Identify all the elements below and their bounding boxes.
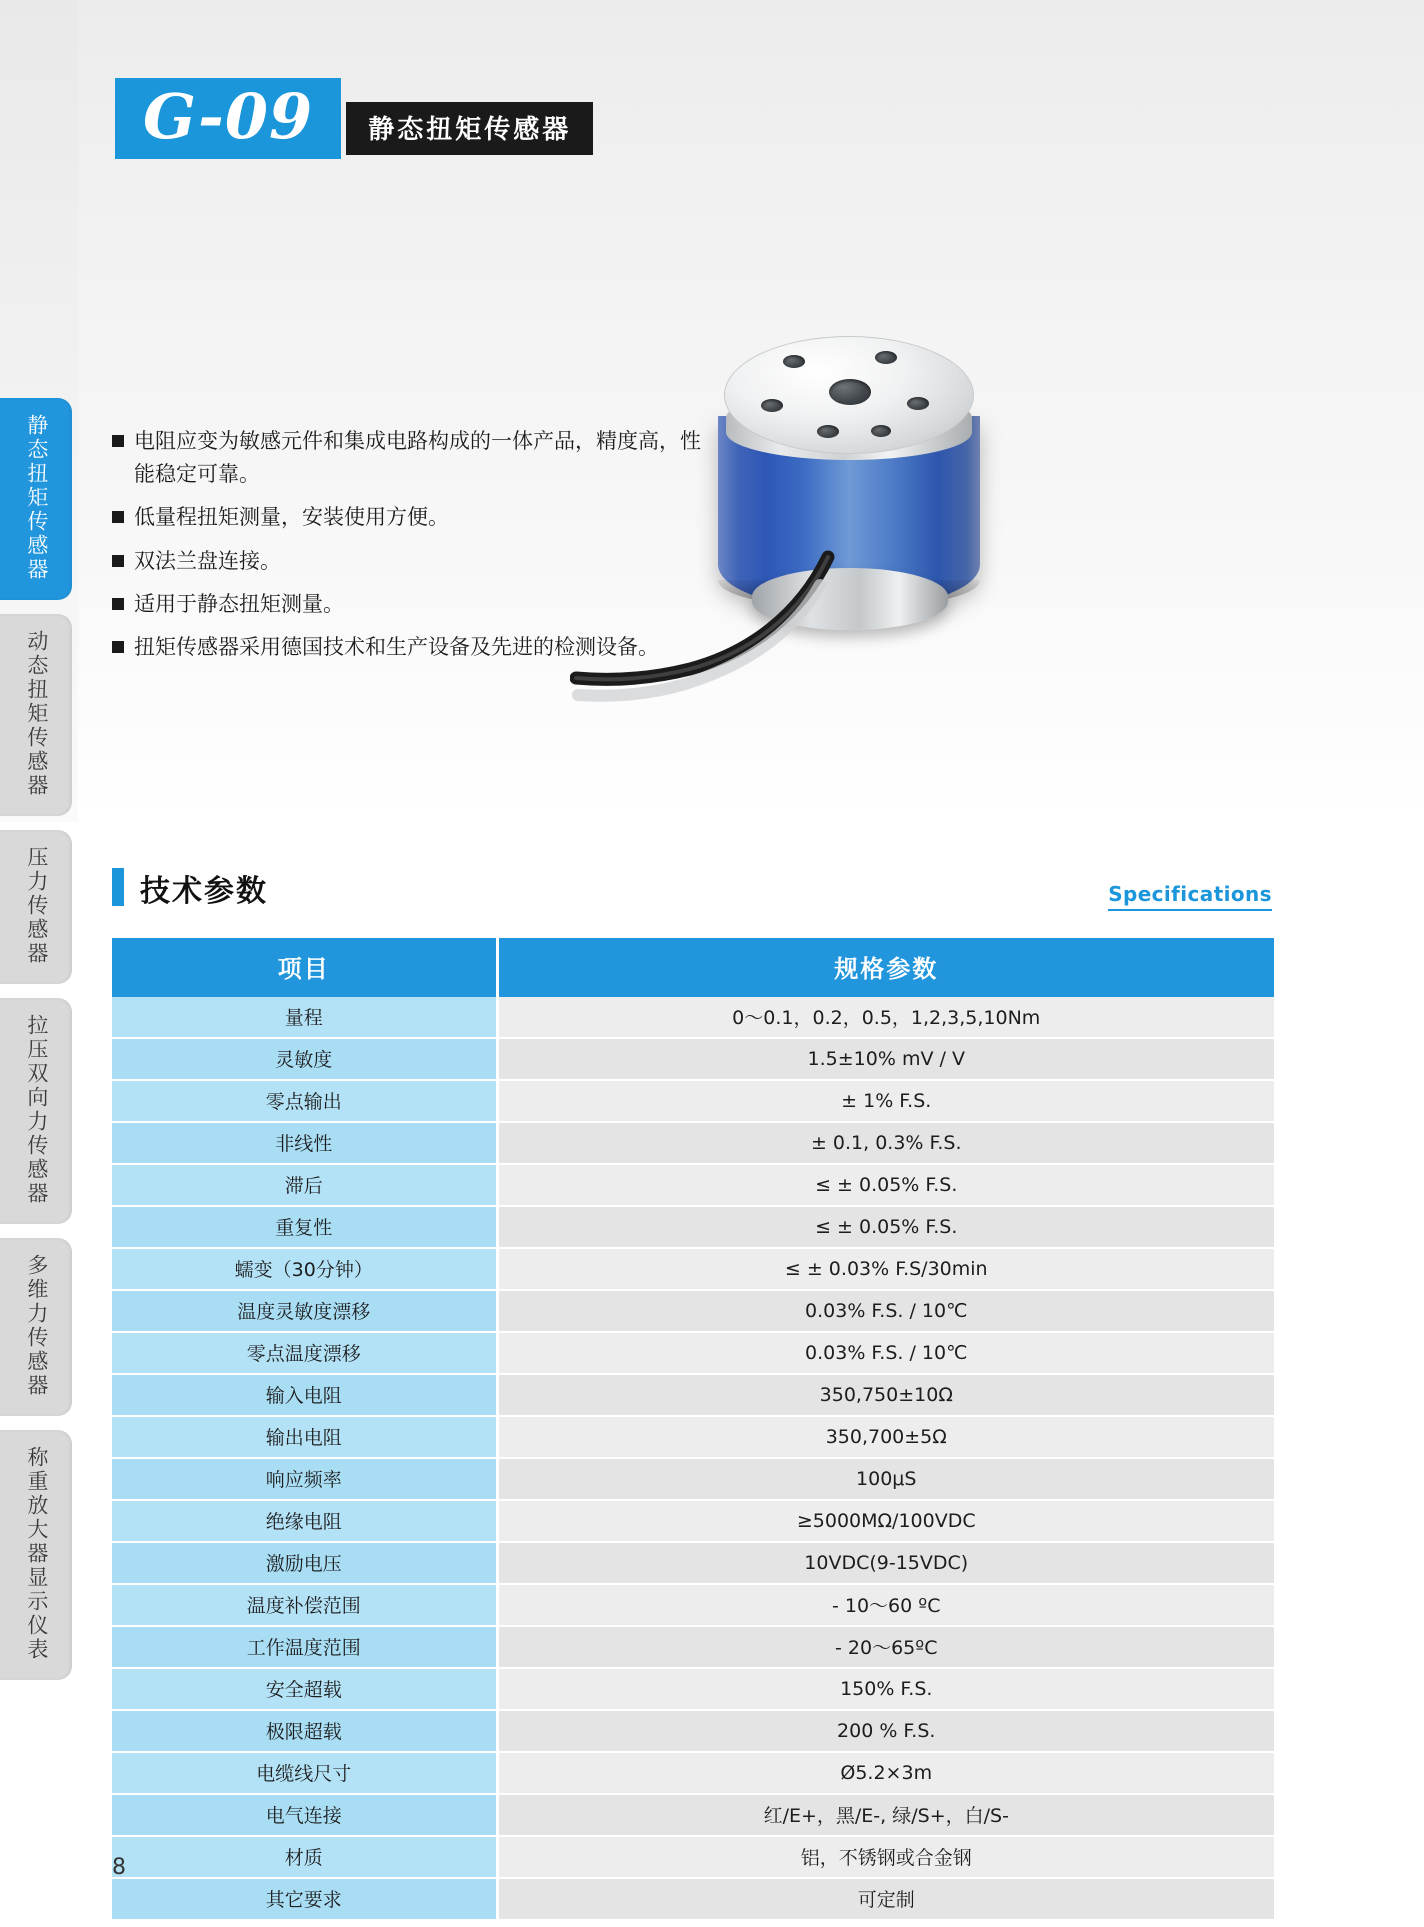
feature-text: 双法兰盘连接。 <box>134 548 281 573</box>
spec-value: 100μS <box>497 1458 1274 1500</box>
table-row <box>112 1416 1274 1458</box>
mount-hole <box>761 399 783 412</box>
specifications-header <box>112 866 1272 914</box>
sidebar-item-label: 称重放大器显示仪表 <box>24 1446 49 1662</box>
spec-key: 非线性 <box>112 1122 497 1164</box>
spec-value: 红/E+，黑/E-, 绿/S+，白/S- <box>497 1794 1274 1836</box>
spec-key: 电气连接 <box>112 1794 497 1836</box>
mount-hole <box>871 425 891 437</box>
spec-key: 电缆线尺寸 <box>112 1752 497 1794</box>
square-bullet-icon <box>112 511 124 523</box>
spec-value: - 10～60 ºC <box>497 1584 1274 1626</box>
table-row <box>112 1290 1274 1332</box>
spec-key: 量程 <box>112 997 497 1038</box>
sensor-top-flange <box>724 336 974 454</box>
spec-value: 可定制 <box>497 1878 1274 1920</box>
table-row <box>112 1206 1274 1248</box>
spec-value: 1.5±10% mV / V <box>497 1038 1274 1080</box>
table-header-row <box>112 938 1274 997</box>
spec-value: ≥5000MΩ/100VDC <box>497 1500 1274 1542</box>
section-accent-bar <box>112 868 124 906</box>
spec-value: 0～0.1，0.2，0.5，1,2,3,5,10Nm <box>497 997 1274 1038</box>
spec-value: 10VDC(9-15VDC) <box>497 1542 1274 1584</box>
table-row <box>112 1752 1274 1794</box>
spec-key: 温度灵敏度漂移 <box>112 1290 497 1332</box>
square-bullet-icon <box>112 555 124 567</box>
table-row <box>112 1122 1274 1164</box>
table-row <box>112 1584 1274 1626</box>
table-row <box>112 1374 1274 1416</box>
spec-key: 响应频率 <box>112 1458 497 1500</box>
mount-hole <box>907 397 929 410</box>
product-photo <box>540 330 1220 760</box>
table-row <box>112 1710 1274 1752</box>
spec-value: ≤ ± 0.05% F.S. <box>497 1206 1274 1248</box>
section-title-en: Specifications <box>1108 882 1272 911</box>
spec-value: 200 % F.S. <box>497 1710 1274 1752</box>
table-row <box>112 1836 1274 1878</box>
spec-value: 0.03% F.S. / 10℃ <box>497 1332 1274 1374</box>
spec-key: 激励电压 <box>112 1542 497 1584</box>
table-row <box>112 1080 1274 1122</box>
spec-key: 重复性 <box>112 1206 497 1248</box>
spec-value: ≤ ± 0.03% F.S/30min <box>497 1248 1274 1290</box>
sensor-cable <box>570 545 860 695</box>
mount-hole <box>817 425 839 438</box>
spec-value: ± 0.1, 0.3% F.S. <box>497 1122 1274 1164</box>
spec-key: 其它要求 <box>112 1878 497 1920</box>
sidebar-item-multi-axis-force[interactable] <box>0 1238 72 1416</box>
mount-hole <box>783 355 805 368</box>
spec-key: 蠕变（30分钟） <box>112 1248 497 1290</box>
spec-key: 输出电阻 <box>112 1416 497 1458</box>
spec-value: 150% F.S. <box>497 1668 1274 1710</box>
spec-key: 输入电阻 <box>112 1374 497 1416</box>
sidebar-item-label: 多维力传感器 <box>24 1254 49 1398</box>
spec-key: 安全超载 <box>112 1668 497 1710</box>
product-title-block <box>115 78 593 159</box>
spec-key: 灵敏度 <box>112 1038 497 1080</box>
table-row <box>112 1248 1274 1290</box>
sidebar-item-tension-compression[interactable] <box>0 998 72 1224</box>
feature-text: 低量程扭矩测量，安装使用方便。 <box>134 505 449 530</box>
spec-value: ≤ ± 0.05% F.S. <box>497 1164 1274 1206</box>
sidebar-item-amplifier-display[interactable] <box>0 1430 72 1680</box>
mount-hole <box>875 351 897 364</box>
center-bore-hole <box>829 379 871 405</box>
spec-key: 滞后 <box>112 1164 497 1206</box>
square-bullet-icon <box>112 598 124 610</box>
table-row <box>112 1878 1274 1920</box>
table-row <box>112 1458 1274 1500</box>
specifications-table <box>112 938 1274 1921</box>
spec-key: 工作温度范围 <box>112 1626 497 1668</box>
table-row <box>112 1542 1274 1584</box>
spec-key: 极限超载 <box>112 1710 497 1752</box>
column-header-item: 项目 <box>112 938 497 997</box>
spec-key: 零点温度漂移 <box>112 1332 497 1374</box>
product-model-badge: G-09 <box>115 78 341 159</box>
category-sidebar <box>0 398 80 1694</box>
table-row <box>112 997 1274 1038</box>
section-title: 技术参数 <box>140 874 268 909</box>
spec-key: 材质 <box>112 1836 497 1878</box>
table-row <box>112 1164 1274 1206</box>
product-name-badge: 静态扭矩传感器 <box>346 102 593 155</box>
square-bullet-icon <box>112 435 124 447</box>
spec-key: 零点输出 <box>112 1080 497 1122</box>
spec-key: 绝缘电阻 <box>112 1500 497 1542</box>
table-row <box>112 1626 1274 1668</box>
feature-text: 扭矩传感器采用德国技术和生产设备及先进的检测设备。 <box>134 634 659 659</box>
spec-value: ± 1% F.S. <box>497 1080 1274 1122</box>
spec-value: Ø5.2×3m <box>497 1752 1274 1794</box>
page-number: 8 <box>112 1855 126 1880</box>
spec-value: 350,750±10Ω <box>497 1374 1274 1416</box>
square-bullet-icon <box>112 641 124 653</box>
sidebar-item-pressure[interactable] <box>0 830 72 984</box>
sidebar-item-label: 动态扭矩传感器 <box>24 630 49 798</box>
sidebar-item-label: 拉压双向力传感器 <box>24 1014 49 1206</box>
feature-text: 适用于静态扭矩测量。 <box>134 591 344 616</box>
table-row <box>112 1794 1274 1836</box>
spec-value: 0.03% F.S. / 10℃ <box>497 1290 1274 1332</box>
spec-value: 铝，不锈钢或合金钢 <box>497 1836 1274 1878</box>
sidebar-item-label: 压力传感器 <box>24 846 49 966</box>
cable-shape-icon <box>570 545 860 705</box>
sidebar-item-dynamic-torque[interactable] <box>0 614 72 816</box>
table-row <box>112 1332 1274 1374</box>
sidebar-item-label: 静态扭矩传感器 <box>24 414 49 582</box>
feature-text: 电阻应变为敏感元件和集成电路构成的一体产品，精度高，性能稳定可靠。 <box>134 429 701 487</box>
spec-value: - 20～65ºC <box>497 1626 1274 1668</box>
table-row <box>112 1038 1274 1080</box>
spec-key: 温度补偿范围 <box>112 1584 497 1626</box>
column-header-value: 规格参数 <box>497 938 1274 997</box>
table-row <box>112 1500 1274 1542</box>
table-row <box>112 1668 1274 1710</box>
sidebar-item-static-torque[interactable] <box>0 398 72 600</box>
spec-value: 350,700±5Ω <box>497 1416 1274 1458</box>
